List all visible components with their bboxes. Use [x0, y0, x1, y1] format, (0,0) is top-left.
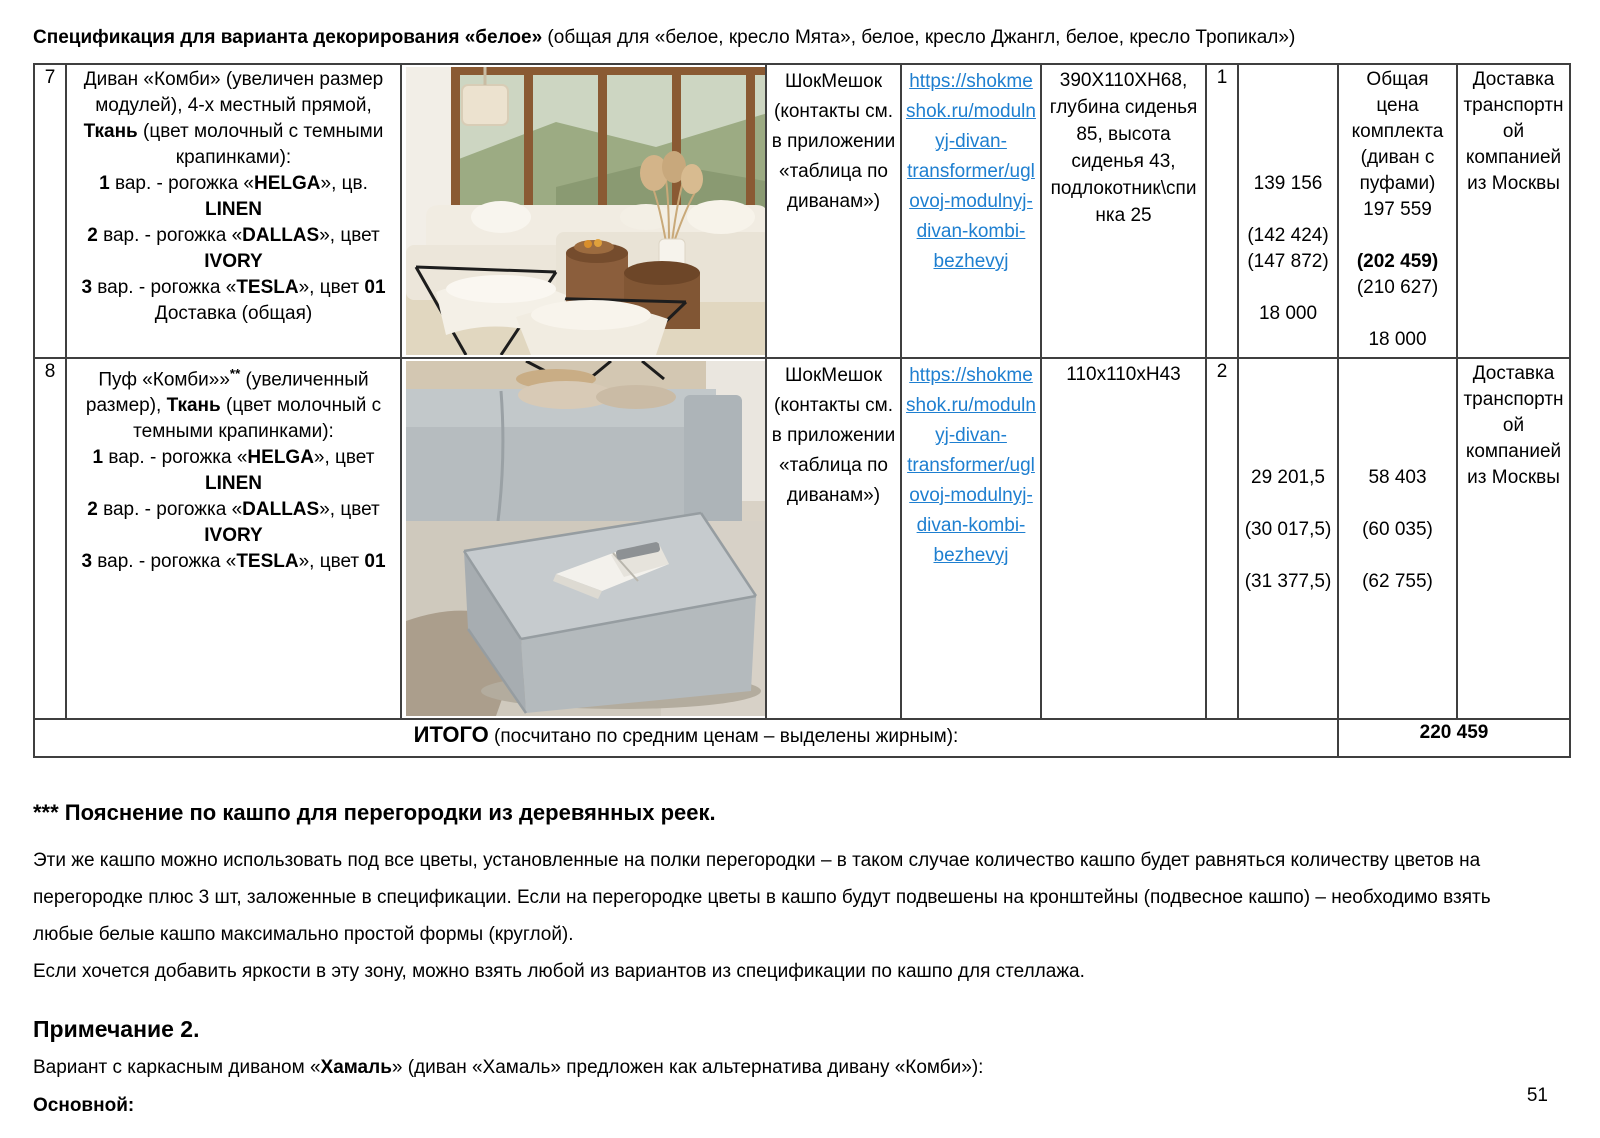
note3-paragraph-1: Эти же кашпо можно использовать под все цветы, установленные на полки перегородки – в таком случае количество кашпо будет равняться количеству цветов на перегородке плюс 3 шт, заложенные в спецификации. Если на перегородке цветы в кашпо будут подвешены на кронштейны (подвесное кашпо) – необходимо взять любые белые кашпо максимально простой формы (круглой).	[33, 850, 1491, 945]
note2-line: Вариант с каркасным диваном «Хамаль» (диван «Хамаль» предложен как альтернатива дивану «Комби»):	[33, 1057, 984, 1078]
row8-number: 8	[34, 358, 66, 719]
row7-link-cell	[901, 64, 1041, 358]
total-label-rest: (посчитано по средним ценам – выделены жирным):	[488, 726, 959, 747]
note3-paragraph-2: Если хочется добавить яркости в эту зону, можно взять любой из вариантов из спецификации по кашпо для стеллажа.	[33, 961, 1085, 982]
page-number: 51	[1526, 1085, 1548, 1106]
note3-heading: *** Пояснение по кашпо для перегородки из деревянных реек.	[33, 800, 716, 825]
row7-dimensions: 390Х110ХН68, глубина сиденья 85, высота сиденья 43, подлокотник\спинка 25	[1041, 64, 1206, 358]
specification-table	[33, 63, 1571, 758]
row8-description: Пуф «Комби»»** (увеличенный размер), Ткань (цвет молочный с темными крапинками): 1 вар. - рогожка «HELGA», цвет LINEN 2 вар. - рогожка «DALLAS», цвет IVORY 3 вар. - рогожка «TESLA», цвет 01	[66, 358, 401, 719]
row8-dimensions: 110х110хН43	[1041, 358, 1206, 719]
table-row-total	[34, 719, 1570, 757]
note2-heading: Примечание 2.	[33, 1016, 200, 1042]
row8-photo-cell	[401, 358, 766, 719]
total-label-bold: ИТОГО	[413, 722, 489, 747]
row7-photo-cell	[401, 64, 766, 358]
row8-product-link[interactable]: https://shokmeshok.ru/modulnyj-divan-transformer/uglovoj-modulnyj-divan-kombi-bezhevyj	[906, 365, 1036, 566]
row7-quantity: 1	[1206, 64, 1238, 358]
row8-link-cell	[901, 358, 1041, 719]
row7-price: 139 156 (142 424) (147 872) 18 000	[1238, 64, 1338, 358]
table-row-7	[34, 64, 1570, 358]
page-title-rest: (общая для «белое, кресло Мята», белое, кресло Джангл, белое, кресло Тропикал»)	[542, 27, 1296, 48]
row8-price: 29 201,5 (30 017,5) (31 377,5)	[1238, 358, 1338, 719]
row7-product-link[interactable]: https://shokmeshok.ru/modulnyj-divan-transformer/uglovoj-modulnyj-divan-kombi-bezhevyj	[906, 71, 1036, 272]
document-page	[33, 0, 1569, 1117]
page-title-bold: Спецификация для варианта декорирования «белое»	[33, 27, 543, 48]
total-value: 220 459	[1338, 719, 1570, 757]
note2-main-label: Основной:	[33, 1095, 135, 1116]
row7-supplier: ШокМешок (контакты см. в приложении «таблица по диванам»)	[766, 64, 901, 358]
row8-delivery: Доставка транспортной компанией из Москвы	[1457, 358, 1570, 719]
note3-paragraphs	[33, 842, 1543, 990]
sofa-photo	[406, 67, 766, 355]
row8-quantity: 2	[1206, 358, 1238, 719]
total-label-cell	[34, 719, 1338, 757]
page-title	[33, 26, 1569, 50]
table-row-8	[34, 358, 1570, 719]
row8-supplier: ШокМешок (контакты см. в приложении «таблица по диванам»)	[766, 358, 901, 719]
row8-total-price: 58 403 (60 035) (62 755)	[1338, 358, 1457, 719]
pouf-photo	[406, 361, 766, 716]
row7-description: Диван «Комби» (увеличен размер модулей), 4-х местный прямой, Ткань (цвет молочный с темными крапинками): 1 вар. - рогожка «HELGA», цв. LINEN 2 вар. - рогожка «DALLAS», цвет IVORY 3 вар. - рогожка «TESLA», цвет 01 Доставка (общая)	[66, 64, 401, 358]
row7-number: 7	[34, 64, 66, 358]
row7-total-price: Общая цена комплекта (диван с пуфами) 197 559 (202 459) (210 627) 18 000	[1338, 64, 1457, 358]
row7-delivery: Доставка транспортной компанией из Москвы	[1457, 64, 1570, 358]
